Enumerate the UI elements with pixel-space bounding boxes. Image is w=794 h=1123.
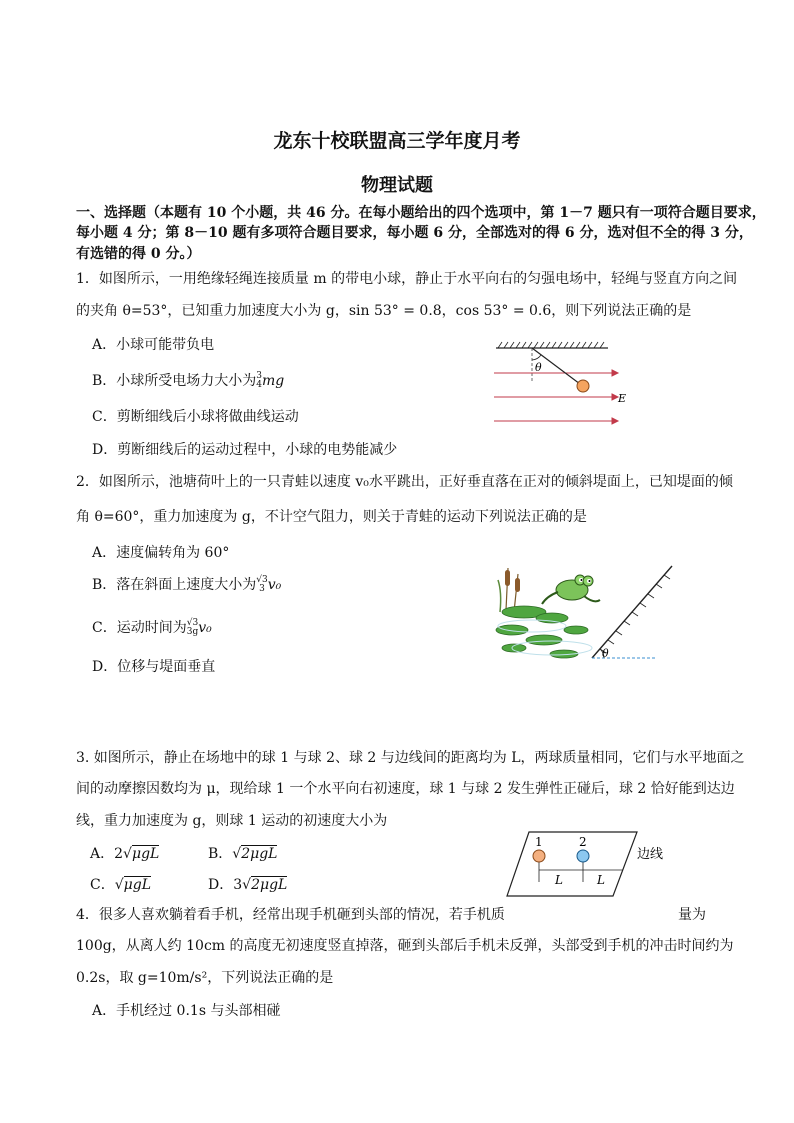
q1-theta-label: θ	[535, 361, 542, 374]
q3-option-c-radicand: μgL	[123, 877, 151, 893]
q2-option-c-num: √3	[186, 618, 199, 628]
page-subtitle: 物理试题	[361, 175, 433, 196]
sqrt-icon: √	[242, 877, 252, 893]
distance-l2-label: L	[597, 873, 605, 887]
q1-option-b-suffix: mg	[262, 373, 285, 389]
frog-icon	[542, 575, 600, 604]
ball-1	[533, 850, 545, 862]
page-title: 龙东十校联盟高三学年度月考	[273, 130, 521, 152]
q1-option-b-prefix: B．小球所受电场力大小为	[92, 373, 257, 389]
q2-option-d: D．位移与堤面垂直	[92, 659, 216, 675]
q3-option-a-coef: 2	[114, 846, 124, 862]
q1-figure	[490, 338, 630, 430]
q2-option-c-prefix: C．运动时间为	[92, 620, 187, 636]
q3-option-a	[90, 843, 159, 863]
q4-stem-line1a: 4．很多人喜欢躺着看手机，经常出现手机砸到头部的情况，若手机质	[76, 907, 505, 923]
q2-option-c	[92, 617, 212, 637]
section-instructions-line1: 一、选择题（本题有 10 个小题，共 46 分。在每小题给出的四个选项中，第 1－7 题只有一项符合题目要求，	[76, 205, 766, 221]
sqrt-icon: √	[114, 877, 124, 893]
q2-option-c-fraction	[187, 619, 199, 637]
angle-arc	[532, 355, 541, 360]
ball-2	[577, 850, 589, 862]
q1-option-b-den: 4	[256, 380, 263, 390]
q3-option-d-label: D．	[208, 877, 234, 893]
section-instructions-line3: 有选错的得 0 分。）	[76, 246, 201, 262]
ball-1-label: 1	[535, 835, 543, 849]
q3-stem-line3: 线，重力加速度为 g，则球 1 运动的初速度大小为	[76, 813, 388, 829]
q4-stem-line1b: 量为	[678, 907, 706, 923]
q3-option-c-label: C．	[90, 877, 115, 893]
q2-option-b-num: √3	[256, 575, 268, 585]
q3-option-b-radicand: 2μgL	[241, 846, 278, 862]
q3-stem-line1: 3. 如图所示，静止在场地中的球 1 与球 2、球 2 与边线间的距离均为 L，两球质量相同，它们与水平地面之	[76, 750, 745, 766]
q1-option-b-num: 3	[256, 371, 263, 381]
q4-stem-line3: 0.2s，取 g=10m/s²，下列说法正确的是	[76, 970, 334, 986]
field-parallelogram	[507, 832, 637, 896]
q3-option-a-radicand: μgL	[131, 846, 160, 862]
distance-l1-label: L	[555, 873, 563, 887]
sqrt-icon: √	[123, 846, 132, 862]
q2-stem-line2: 角 θ=60°，重力加速度为 g，不计空气阻力，则关于青蛙的运动下列说法正确的是	[76, 509, 587, 525]
q2-option-b-suffix: v₀	[267, 577, 282, 593]
q2-option-c-den: 3g	[186, 627, 199, 637]
q3-option-d-coef: 3	[233, 877, 243, 893]
q1-field-label: E	[618, 392, 627, 405]
q1-stem-line2: 的夹角 θ=53°，已知重力加速度大小为 g，sin 53° = 0.8，cos 53° = 0.6，则下列说法正确的是	[76, 303, 692, 319]
ball-2-label: 2	[579, 835, 587, 849]
edge-line-label: 边线	[637, 847, 664, 862]
ceiling-hatch	[498, 342, 604, 348]
q3-option-d-radicand: 2μgL	[251, 877, 288, 893]
incline-hatch	[600, 575, 670, 653]
q3-figure	[505, 830, 705, 900]
electric-field-lines	[494, 370, 618, 424]
charged-ball	[577, 380, 589, 392]
q3-option-d	[208, 874, 287, 894]
q2-figure	[492, 560, 682, 664]
q3-stem-line2: 间的动摩擦因数均为 μ，现给球 1 一个水平向右初速度，球 1 与球 2 发生弹性正碰后，球 2 恰好能到达边	[76, 781, 735, 797]
q3-option-b-label: B．	[208, 846, 233, 862]
q2-theta-label: θ	[602, 647, 609, 660]
q2-stem-line1: 2．如图所示，池塘荷叶上的一只青蛙以速度 v₀水平跳出，正好垂直落在正对的倾斜堤面上，已知堤面的倾	[76, 474, 733, 490]
q2-option-b	[92, 574, 281, 594]
cattail-plants	[498, 568, 520, 612]
q2-option-b-fraction	[256, 576, 267, 594]
section-instructions-line2: 每小题 4 分；第 8－10 题有多项符合题目要求，每小题 6 分，全部选对的得 6 分，选对但不全的得 3 分，	[76, 225, 753, 241]
q2-option-c-suffix: v₀	[198, 620, 212, 636]
sqrt-icon: √	[232, 846, 242, 862]
q1-option-a: A．小球可能带负电	[92, 337, 215, 353]
q2-option-a: A．速度偏转角为 60°	[92, 545, 230, 561]
q4-option-a: A．手机经过 0.1s 与头部相碰	[92, 1003, 281, 1019]
q1-stem-line1: 1．如图所示，一用绝缘轻绳连接质量 m 的带电小球，静止于水平向右的匀强电场中，轻绳与竖直方向之间	[76, 271, 738, 287]
q3-option-c	[90, 874, 151, 894]
q3-option-a-label: A．	[90, 846, 115, 862]
q1-option-b	[92, 370, 284, 390]
q3-option-b	[208, 843, 277, 863]
q2-option-b-den: 3	[259, 584, 265, 594]
q1-option-d: D．剪断细线后的运动过程中，小球的电势能减少	[92, 442, 398, 458]
q2-option-b-prefix: B．落在斜面上速度大小为	[92, 577, 257, 593]
q4-stem-line2: 100g，从离人约 10cm 的高度无初速度竖直掉落，砸到头部后手机未反弹，头部受到手机的冲击时间约为	[76, 938, 734, 954]
q1-option-c: C．剪断细线后小球将做曲线运动	[92, 409, 299, 425]
